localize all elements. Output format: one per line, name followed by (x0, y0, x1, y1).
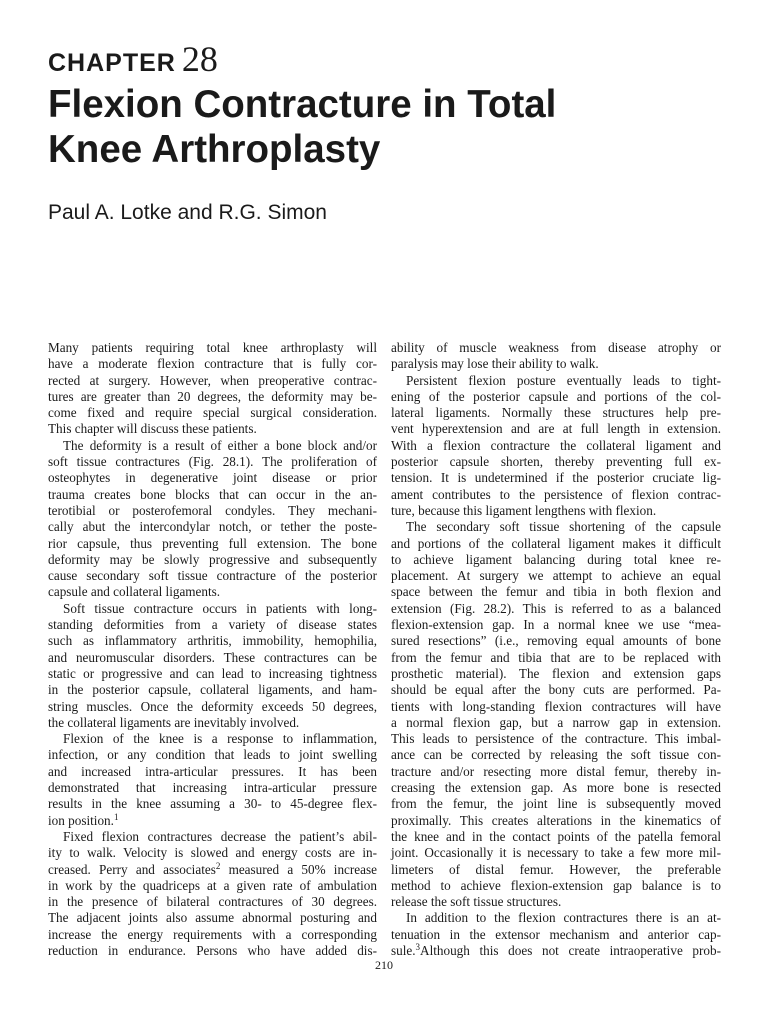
text-line: a normal flexion gap, but a narrow gap in extension. (391, 714, 721, 730)
text-line: Fixed flexion contractures decrease the patient’s abil- (63, 828, 377, 844)
text-line: method to achieve flexion-extension gap balance is to (391, 877, 721, 893)
text-line: vent hyperextension and are at full length in extension. (391, 421, 721, 437)
text-line: osteophytes in degenerative joint disease or prior (48, 470, 377, 486)
text-line: string muscles. Once the deformity exceeds 50 degrees, (48, 698, 377, 714)
text-line: and neuromuscular disorders. These contractures can be (48, 649, 377, 665)
reference-superscript: 1 (113, 811, 119, 822)
text-run: measured a 50% increase (220, 861, 377, 877)
text-line: prosthetic material). The flexion and extension gaps (391, 665, 721, 681)
text-line: tients with long-standing flexion contractures will have (391, 698, 721, 714)
text-line: The adjacent joints also assume abnormal posturing and (48, 910, 377, 926)
body-column-left (48, 340, 377, 959)
text-line: trauma creates bone blocks that can occur in the an- (48, 486, 377, 502)
text-line (48, 862, 377, 878)
text-line: static or progressive and can lead to increasing tightness (48, 665, 377, 681)
text-line: tension. It is undetermined if the posterior cruciate lig- (391, 470, 721, 486)
text-line: and portions of the collateral ligament makes it difficult (391, 535, 721, 551)
chapter-label: CHAPTER (48, 49, 176, 77)
chapter-title-line: Flexion Contracture in Total (48, 83, 557, 126)
reference-superscript: 3 (415, 941, 421, 952)
text-line: This leads to persistence of the contracture. This imbal- (391, 731, 721, 747)
text-line: come fixed and require special surgical consideration. (48, 405, 377, 421)
text-line: posterior capsule shorten, thereby preventing full ex- (391, 454, 721, 470)
text-line (48, 813, 377, 829)
chapter-title-line: Knee Arthroplasty (48, 128, 381, 171)
text-line: infection, or any condition that leads to joint swelling (48, 747, 377, 763)
text-line: Persistent flexion posture eventually leads to tight- (406, 372, 721, 388)
page-number: 210 (375, 958, 393, 972)
text-line: joint. Occasionally it is necessary to take a few more mil- (391, 845, 721, 861)
body-column-right (391, 340, 721, 959)
reference-superscript: 2 (215, 860, 221, 871)
text-line: demonstrated that increasing intra-articular pressure (48, 780, 377, 796)
text-line: Many patients requiring total knee arthroplasty will (48, 340, 377, 355)
text-line: rected at surgery. However, when preoperative contrac- (48, 372, 377, 388)
text-line: limeters of distal femur. However, the preferable (391, 861, 721, 877)
text-line: placement. At surgery we attempt to achieve an equal (391, 568, 721, 584)
text-line: The deformity is a result of either a bone block and/or (63, 437, 377, 453)
text-line: terotibial or posterofemoral condyles. They mechani- (48, 502, 377, 518)
text-line: proximally. This creates alterations in the kinematics of (391, 812, 721, 828)
text-line: the collateral ligaments are inevitably involved. (48, 714, 300, 730)
chapter-number: 28 (181, 39, 218, 79)
text-line: results in the knee assuming a 30- to 45-degree flex- (48, 796, 377, 812)
text-line: from the femur and tibia that are to be replaced with (391, 649, 721, 665)
text-line: such as inflammatory arthritis, immobility, hemophilia, (48, 633, 377, 649)
text-line: cause secondary soft tissue contracture of the posterior (48, 568, 377, 584)
text-line (391, 943, 721, 959)
text-run: ion position. (48, 812, 114, 828)
text-line: ability of muscle weakness from disease atrophy or (391, 340, 721, 355)
chapter-title (48, 82, 688, 172)
text-line: ity to walk. Velocity is slowed and energy costs are in- (48, 845, 377, 861)
text-line: deformity may be slowly progressive and subsequently (48, 551, 377, 567)
text-line: tenuation in the extensor mechanism and anterior cap- (391, 926, 721, 942)
text-line: ture, because this ligament lengthens with flexion. (391, 502, 657, 518)
text-line: from the femur, the joint line is subsequently moved (391, 796, 721, 812)
text-line: With a flexion contracture the collateral ligament and (391, 437, 721, 453)
text-line: tracture and/or resecting more distal femur, thereby in- (391, 763, 721, 779)
text-line: and increased intra-articular pressures. It has been (48, 763, 377, 779)
text-line: ening of the posterior capsule and portions of the col- (391, 388, 721, 404)
text-line: capsule and collateral ligaments. (48, 584, 221, 600)
text-line: This chapter will discuss these patients. (48, 421, 257, 437)
text-line: space between the femur and tibia in both flexion and (391, 584, 721, 600)
text-line: the knee and in the contact points of the patella femoral (391, 828, 721, 844)
text-line: reduction in endurance. Persons who have added dis- (48, 942, 377, 958)
text-line: increase the energy requirements with a corresponding (48, 926, 377, 942)
text-line: lateral ligaments. Normally these structures help pre- (391, 405, 721, 421)
text-line: release the soft tissue structures. (391, 894, 562, 910)
text-line: soft tissue contractures (Fig. 28.1). The proliferation of (48, 454, 377, 470)
text-line: sured resections” (i.e., removing equal amounts of bone (391, 633, 721, 649)
text-line: rior capsule, thus preventing full extension. The bone (48, 535, 377, 551)
text-run: creased. Perry and associates (48, 861, 216, 877)
text-line: paralysis may lose their ability to walk. (391, 356, 599, 372)
text-line: should be equal after the bony cuts are performed. Pa- (391, 682, 721, 698)
text-line: The secondary soft tissue shortening of the capsule (406, 519, 721, 535)
text-line: in the posterior capsule, collateral ligaments, and ham- (48, 682, 377, 698)
text-line: creasing the extension gap. As more bone is resected (391, 780, 721, 796)
text-line: standing deformities from a variety of disease states (48, 617, 377, 633)
text-line: Flexion of the knee is a response to inflammation, (63, 731, 377, 747)
text-line: ance can be corrected by releasing the soft tissue con- (391, 747, 721, 763)
chapter-authors: Paul A. Lotke and R.G. Simon (48, 201, 327, 224)
text-line: flexion-extension gap. In a normal knee we use “mea- (391, 617, 721, 633)
text-line: in the presence of bilateral contractures of 30 degrees. (48, 894, 377, 910)
text-line: to achieve ligament balancing during total knee re- (391, 551, 721, 567)
text-run: sule. (391, 942, 416, 958)
text-line: have a moderate flexion contracture that is fully cor- (48, 356, 377, 372)
text-line: in work by the quadriceps at a given rate of ambulation (48, 877, 377, 893)
text-line: Soft tissue contracture occurs in patients with long- (63, 600, 377, 616)
text-line: In addition to the flexion contractures there is an at- (406, 910, 721, 926)
text-line: extension (Fig. 28.2). This is referred to as a balanced (391, 600, 721, 616)
text-line: ament contributes to the persistence of flexion contrac- (391, 486, 721, 502)
text-line: tures are greater than 20 degrees, the deformity may be- (48, 388, 377, 404)
text-line: cally abut the intercondylar notch, or tether the poste- (48, 519, 377, 535)
chapter-heading (48, 38, 218, 80)
text-run: Although this does not create intraoperative prob- (420, 942, 721, 958)
